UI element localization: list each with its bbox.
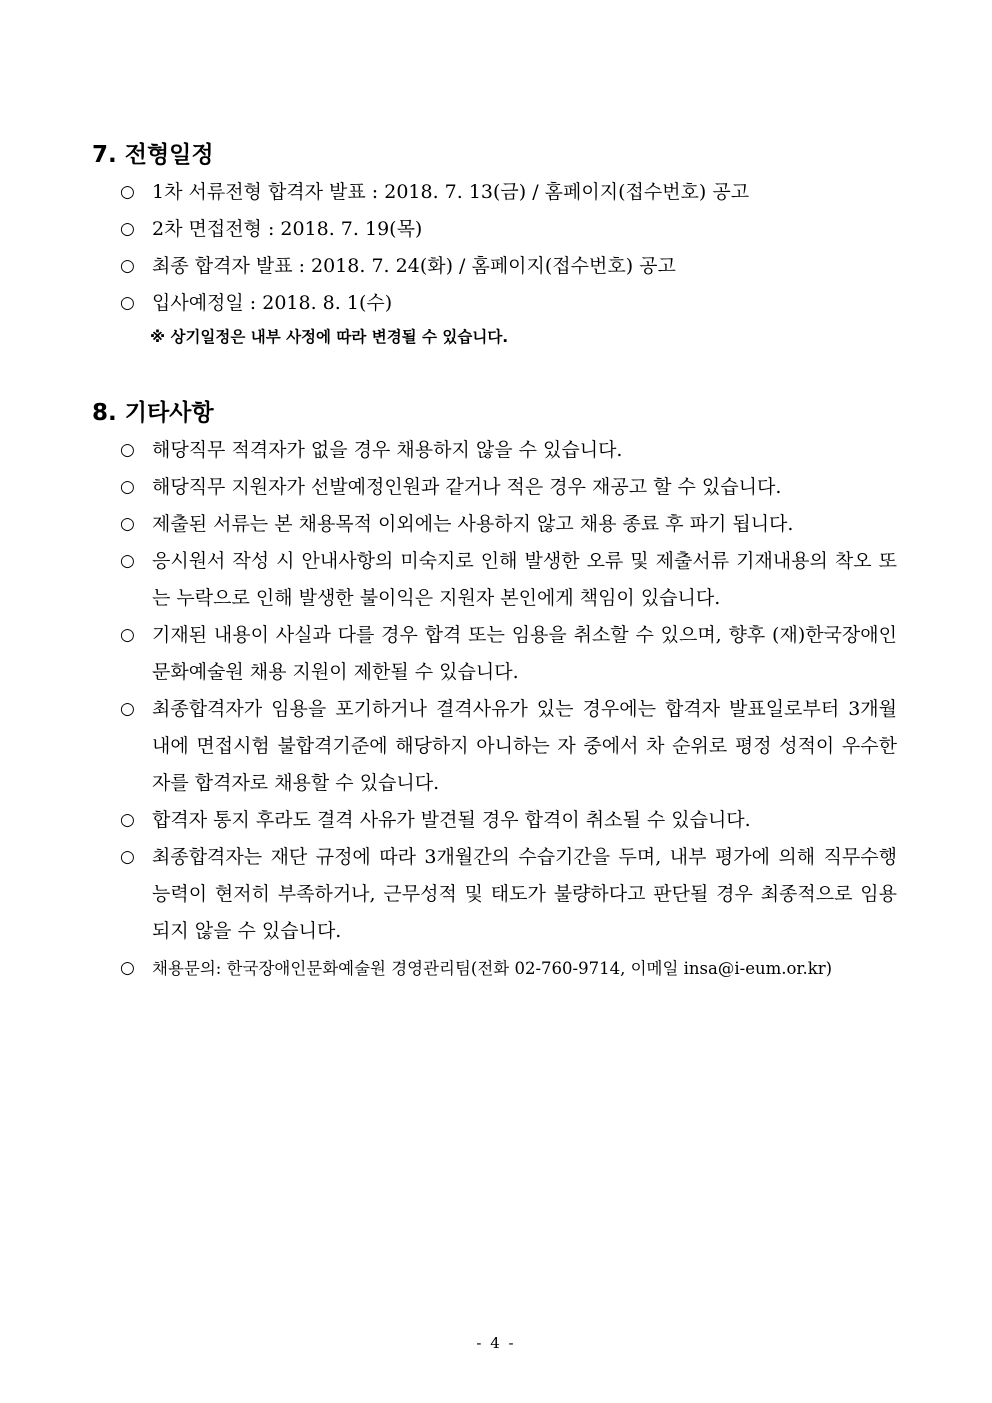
list-item-text: 제출된 서류는 본 채용목적 이외에는 사용하지 않고 채용 종료 후 파기 됩니다. [152, 513, 794, 535]
list-item-text: 최종 합격자 발표 : 2018. 7. 24(화) / 홈페이지(접수번호) 공고 [152, 255, 676, 277]
circle-bullet-icon: ○ [120, 256, 135, 276]
list-item-text: 최종합격자는 재단 규정에 따라 3개월간의 수습기간을 두며, 내부 평가에 의해 직무수행 능력이 현저히 부족하거나, 근무성적 및 태도가 불량하다고 판단될 경우 최종적으로 임용되지 않을 수 있습니다. [152, 846, 897, 942]
list-item [92, 469, 897, 506]
list-item-text: 채용문의: 한국장애인문화예술원 경영관리팀(전화 02-760-9714, 이메일 insa@i-eum.or.kr) [152, 959, 833, 978]
circle-bullet-icon: ○ [120, 958, 135, 978]
list-item [92, 248, 897, 285]
circle-bullet-icon: ○ [120, 293, 135, 313]
section-title-other-matters: 8. 기타사항 [92, 400, 214, 426]
list-item-text: 응시원서 작성 시 안내사항의 미숙지로 인해 발생한 오류 및 제출서류 기재내용의 착오 또는 누락으로 인해 발생한 불이익은 지원자 본인에게 책임이 있습니다. [152, 550, 897, 609]
page-number: - 4 - [476, 1334, 516, 1352]
list-item [92, 950, 897, 987]
list-item-text: 해당직무 적격자가 없을 경우 채용하지 않을 수 있습니다. [152, 439, 623, 461]
circle-bullet-icon: ○ [120, 477, 135, 497]
section-title-schedule: 7. 전형일정 [92, 142, 214, 168]
circle-bullet-icon: ○ [120, 699, 135, 719]
circle-bullet-icon: ○ [120, 514, 135, 534]
circle-bullet-icon: ○ [120, 219, 135, 239]
list-item-text: 최종합격자가 임용을 포기하거나 결격사유가 있는 경우에는 합격자 발표일로부터 3개월 내에 면접시험 불합격기준에 해당하지 아니하는 자 중에서 차 순위로 평정 성적이 우수한 자를 합격자로 채용할 수 있습니다. [152, 698, 897, 794]
list-item [92, 174, 897, 211]
section-schedule [92, 140, 912, 352]
section-other-matters [92, 398, 912, 987]
circle-bullet-icon: ○ [120, 551, 135, 571]
list-item [92, 839, 897, 950]
list-item-text: 합격자 통지 후라도 결격 사유가 발견될 경우 합격이 취소될 수 있습니다. [152, 809, 751, 831]
list-item [92, 432, 897, 469]
list-item [92, 506, 897, 543]
list-item [92, 617, 897, 691]
circle-bullet-icon: ○ [120, 810, 135, 830]
list-item [92, 285, 897, 322]
list-item-text: 1차 서류전형 합격자 발표 : 2018. 7. 13(금) / 홈페이지(접수번호) 공고 [152, 181, 750, 203]
list-item-text: 해당직무 지원자가 선발예정인원과 같거나 적은 경우 재공고 할 수 있습니다. [152, 476, 782, 498]
circle-bullet-icon: ○ [120, 182, 135, 202]
schedule-note: ※ 상기일정은 내부 사정에 따라 변경될 수 있습니다. [150, 328, 509, 346]
list-item [92, 211, 897, 248]
circle-bullet-icon: ○ [120, 847, 135, 867]
circle-bullet-icon: ○ [120, 440, 135, 460]
list-item [92, 543, 897, 617]
list-item-text: 입사예정일 : 2018. 8. 1(수) [152, 292, 393, 314]
circle-bullet-icon: ○ [120, 625, 135, 645]
list-item-text: 2차 면접전형 : 2018. 7. 19(목) [152, 218, 423, 240]
list-item [92, 802, 897, 839]
list-item [92, 691, 897, 802]
list-item-text: 기재된 내용이 사실과 다를 경우 합격 또는 임용을 취소할 수 있으며, 향후 (재)한국장애인문화예술원 채용 지원이 제한될 수 있습니다. [152, 624, 897, 683]
